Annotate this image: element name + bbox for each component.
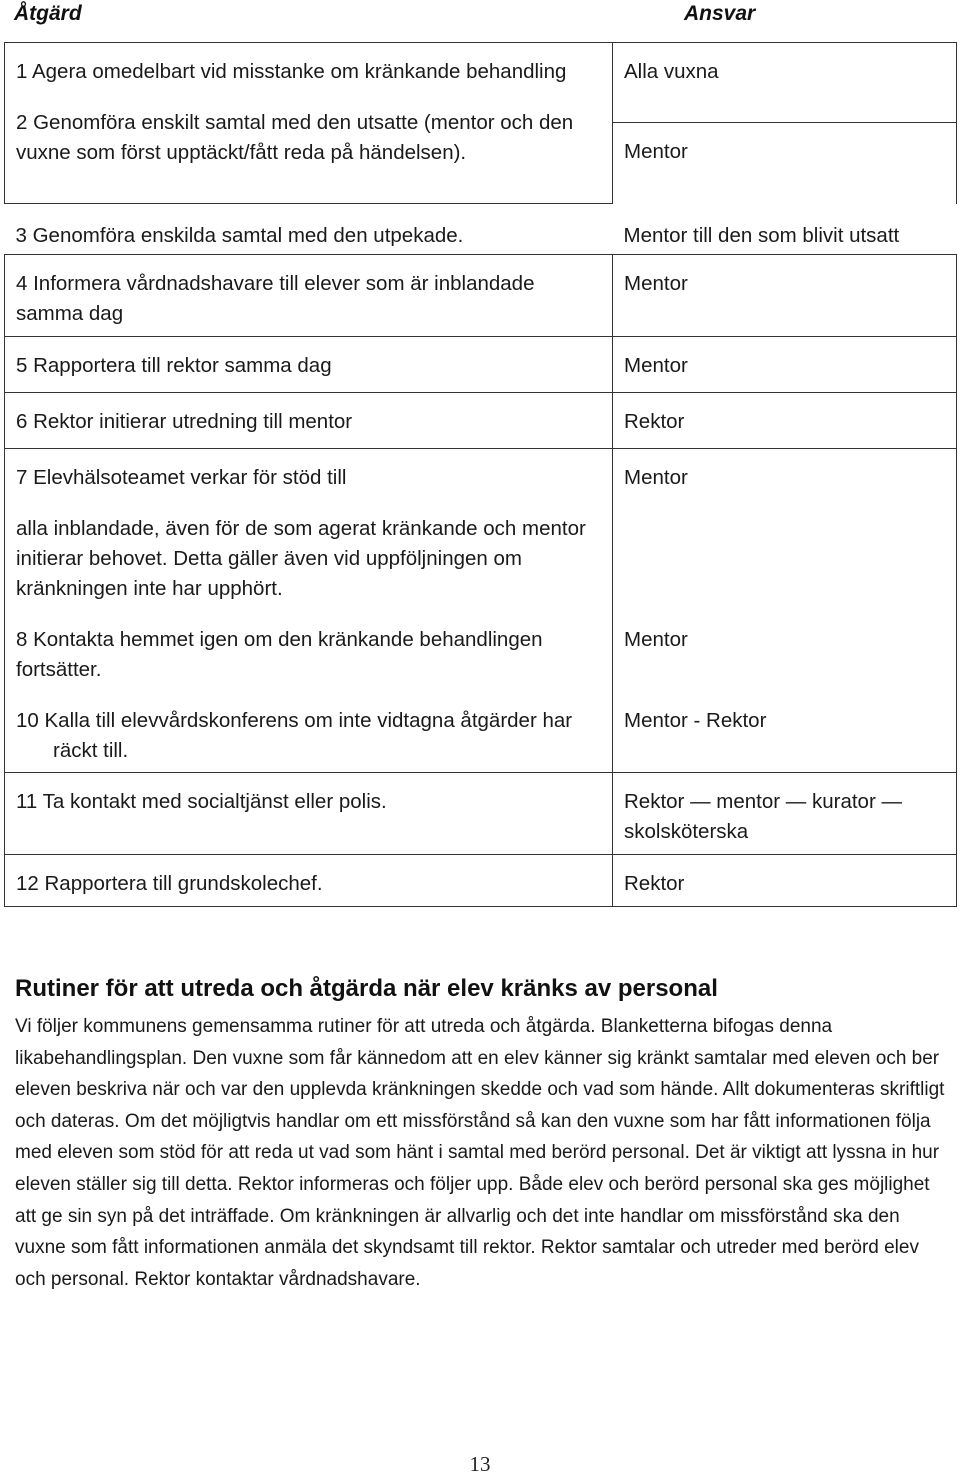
table-row bbox=[5, 43, 957, 123]
section-heading: Rutiner för att utreda och åtgärda när elev kränks av personal bbox=[15, 975, 718, 1002]
page-number: 13 bbox=[469, 1452, 491, 1476]
action-text: alla inblandade, även för de som agerat kränkande och mentor initierar behovet. Detta gäller även vid uppföljningen om kränkningen inte har upphört. bbox=[16, 517, 586, 600]
responsible-text: Mentor - Rektor bbox=[624, 709, 767, 732]
action-cell: 11 Ta kontakt med socialtjänst eller polis. bbox=[5, 773, 613, 855]
column-header-action: Åtgärd bbox=[14, 2, 82, 25]
action-cell: 12 Rapportera till grundskolechef. bbox=[5, 855, 613, 907]
column-header-responsible: Ansvar bbox=[684, 2, 756, 25]
responsible-cell: Alla vuxna bbox=[613, 43, 957, 123]
responsible-cell bbox=[613, 449, 957, 773]
action-text: 1 Agera omedelbart vid misstanke om kränkande behandling bbox=[16, 60, 567, 83]
action-cell bbox=[5, 449, 613, 773]
action-text: 8 Kontakta hemmet igen om den kränkande behandlingen fortsätter. bbox=[16, 628, 543, 681]
table-row bbox=[5, 337, 957, 393]
responsible-text: Mentor bbox=[624, 466, 688, 489]
action-text: 7 Elevhälsoteamet verkar för stöd till bbox=[16, 466, 347, 489]
responsible-text: Mentor bbox=[624, 628, 688, 651]
table-row bbox=[5, 255, 957, 337]
responsible-cell: Rektor bbox=[613, 393, 957, 449]
table-row bbox=[5, 855, 957, 907]
action-text: 2 Genomföra enskilt samtal med den utsatte (mentor och den vuxne som först upptäckt/fått reda på händelsen). bbox=[16, 111, 574, 164]
table-row bbox=[5, 773, 957, 855]
section-body: Vi följer kommunens gemensamma rutiner för att utreda och åtgärda. Blanketterna bifogas denna likabehandlingsplan. Den vuxne som får kännedom att en elev känner sig kränkt samtalar med eleven och ber eleven beskriva när och var den upplevda kränkningen skedde och vad som hände. Allt dokumenteras skriftligt och dateras. Om det möjligtvis handlar om ett missförstånd så kan den vuxne som har fått informationen följa med eleven som stöd för att reda ut vad som hänt i samtal med berörd personal. Det är viktigt att lyssna in hur eleven ställer sig till detta. Rektor informeras och följer upp. Både elev och berörd personal ska ges möjlighet att ge sin syn på det inträffade. Om kränkningen är allvarlig och det inte handlar om missförstånd ska den vuxne som fått informationen anmäla det skyndsamt till rektor. Rektor samtalar och utreder med berörd elev och personal. Rektor kontaktar vårdnadshavare. bbox=[15, 1016, 945, 1290]
action-cell: 5 Rapportera till rektor samma dag bbox=[5, 337, 613, 393]
table-row bbox=[5, 204, 957, 255]
responsible-cell: Rektor bbox=[613, 855, 957, 907]
table-row bbox=[5, 393, 957, 449]
action-cell bbox=[5, 43, 613, 204]
responsible-cell: Rektor — mentor — kurator — skolsköterska bbox=[613, 773, 957, 855]
responsible-cell: Mentor bbox=[613, 337, 957, 393]
action-cell: 6 Rektor initierar utredning till mentor bbox=[5, 393, 613, 449]
action-cell: 4 Informera vårdnadshavare till elever som är inblandade samma dag bbox=[5, 255, 613, 337]
action-text: 10 Kalla till elevvårdskonferens om inte vidtagna åtgärder har räckt till. bbox=[16, 709, 573, 762]
responsible-cell: Mentor till den som blivit utsatt bbox=[623, 223, 900, 247]
responsible-cell: Mentor bbox=[613, 123, 957, 204]
action-table bbox=[4, 42, 957, 907]
table-row bbox=[5, 449, 957, 773]
responsible-cell: Mentor bbox=[613, 255, 957, 337]
action-cell: 3 Genomföra enskilda samtal med den utpekade. bbox=[15, 224, 464, 247]
